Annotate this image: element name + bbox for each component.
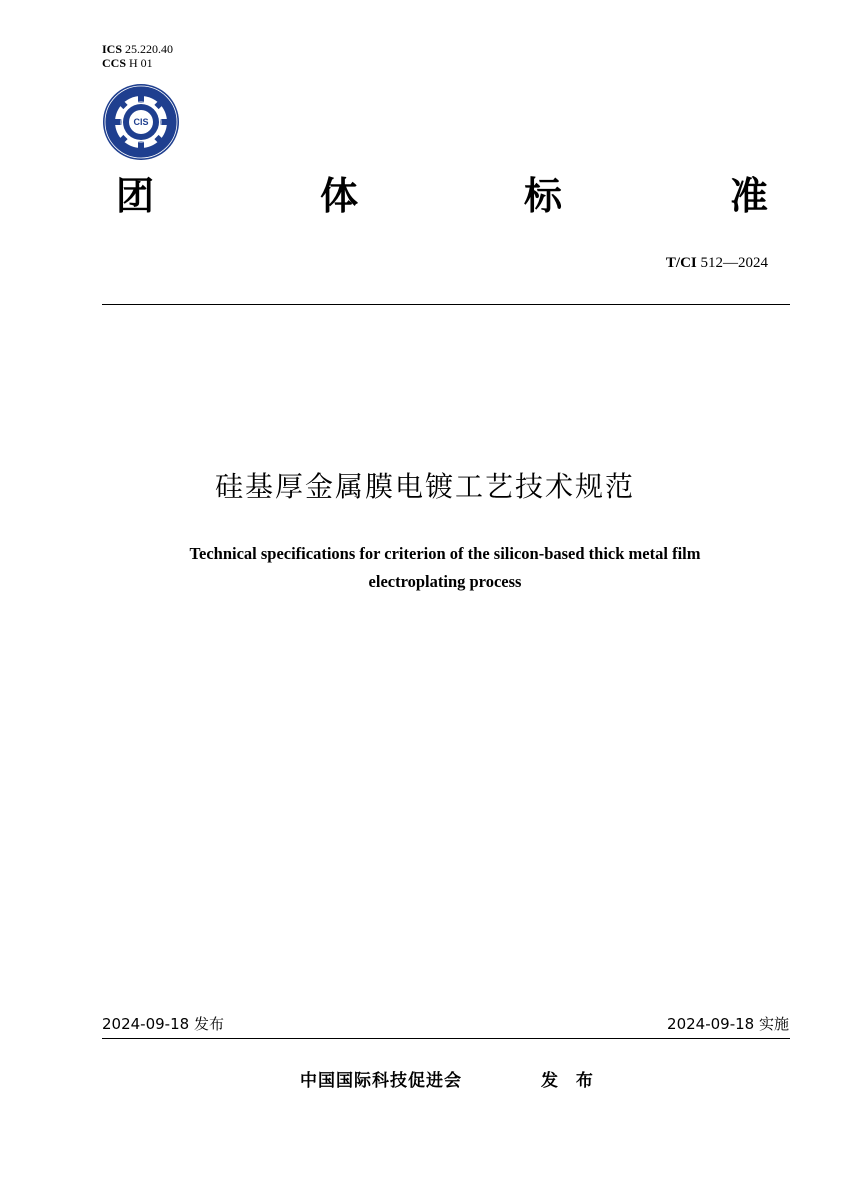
classification-codes [102,42,173,70]
standard-type-char: 团 [116,174,155,218]
standard-type-char: 准 [730,174,769,218]
standard-type-heading [100,170,790,230]
document-title-zh: 硅基厚金属膜电镀工艺技术规范 [214,470,635,503]
logo-text: CIS [133,117,149,127]
publisher-action: 发 布 [541,1071,599,1091]
organization-logo [100,83,182,161]
publisher-name: 中国国际科技促进会 [300,1071,462,1091]
implementation-date: 2024-09-18 实施 [667,1015,789,1033]
standard-type-char: 标 [524,174,563,218]
title-en-line-2: electroplating process [368,572,522,591]
standard-type-char: 体 [320,174,359,218]
publish-date: 2024-09-18 发布 [102,1015,224,1033]
top-divider [102,304,790,305]
title-en-line-1: Technical specifications for criterion of the silicon-based thick metal film [189,544,701,563]
bottom-divider [102,1038,790,1039]
document-title-en [100,540,790,596]
ics-code: ICS 25.220.40 [102,42,174,56]
ccs-code: CCS H 01 [102,56,153,70]
standard-number: T/CI 512—2024 [665,255,768,271]
logo-emblem-icon [100,83,182,161]
